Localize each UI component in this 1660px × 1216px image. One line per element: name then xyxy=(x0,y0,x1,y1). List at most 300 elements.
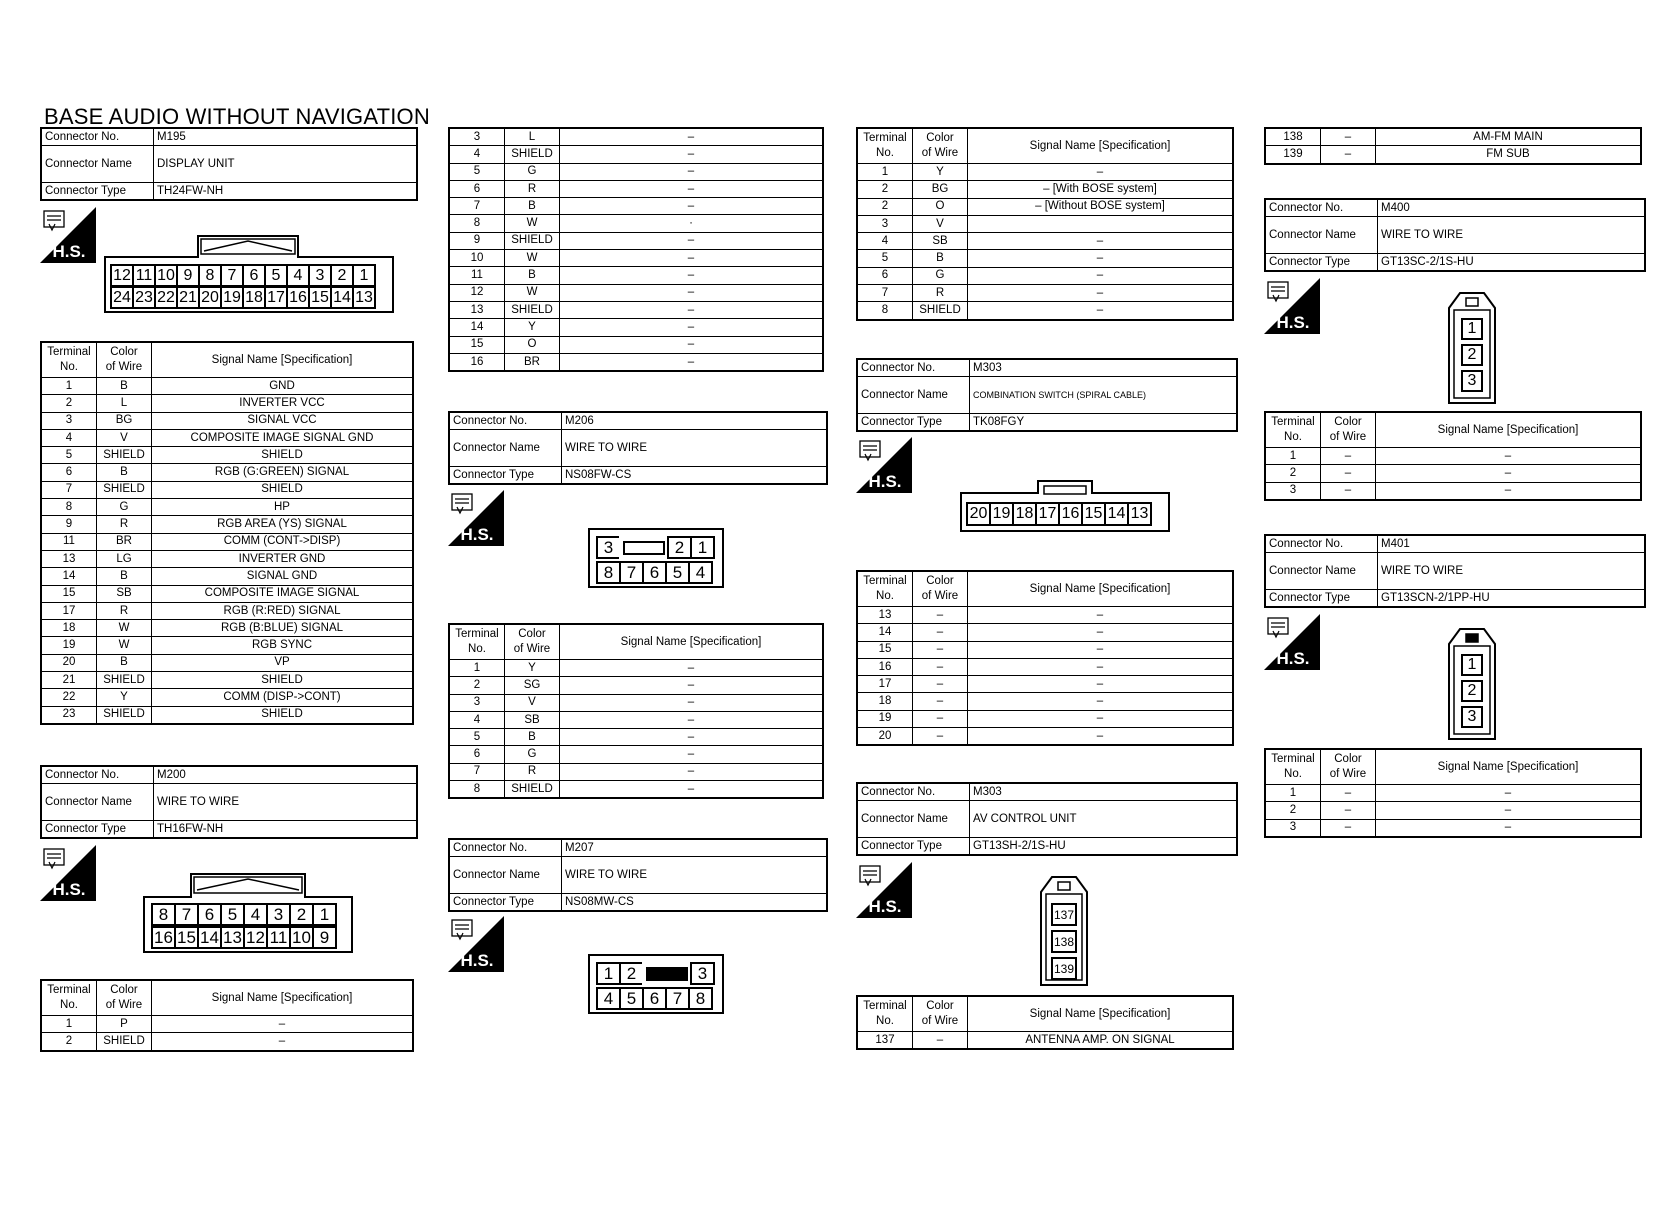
signal-cell: – xyxy=(152,1033,414,1051)
table-row xyxy=(41,533,413,550)
pin-cell: 7 xyxy=(619,561,644,584)
pin-cell: 2 xyxy=(1461,680,1483,702)
signal-cell: – xyxy=(152,1016,414,1033)
table-row xyxy=(449,198,823,215)
terminal-cell: 13 xyxy=(41,550,97,567)
connector-type-label: Connector Type xyxy=(42,821,154,837)
connector-type-value: NS08MW-CS xyxy=(565,896,634,908)
pin-cell: 12 xyxy=(243,926,268,949)
pin-cell: 6 xyxy=(642,987,667,1010)
hs-graphic xyxy=(448,490,504,546)
hs-label: H.S. xyxy=(1276,649,1310,668)
signal-cell: – xyxy=(968,728,1234,746)
pin-cell: 3 xyxy=(1461,370,1483,392)
connector-type-value: TH24FW-NH xyxy=(157,185,224,197)
signal-cell: – xyxy=(1376,802,1642,819)
pin-cell: 9 xyxy=(176,264,200,287)
wire-color-cell: SHIELD xyxy=(505,232,560,249)
pin-cell: 20 xyxy=(198,286,222,309)
table-row xyxy=(1265,146,1641,164)
terminal-table-m207 xyxy=(856,127,1234,321)
signal-cell: RGB AREA (YS) SIGNAL xyxy=(152,516,414,533)
table-row xyxy=(41,602,413,619)
pin-cell: 8 xyxy=(151,903,176,926)
pin-cell: 5 xyxy=(264,264,288,287)
connector-name-label: Connector Name xyxy=(858,377,970,413)
pin-column xyxy=(1461,654,1483,728)
pin-row-top xyxy=(151,903,337,926)
terminal-cell: 7 xyxy=(449,763,505,780)
signal-cell: COMPOSITE IMAGE SIGNAL GND xyxy=(152,429,414,446)
table-row xyxy=(449,336,823,353)
hs-graphic xyxy=(1264,278,1320,334)
wire-color-cell: – xyxy=(1321,802,1376,819)
wire-color-cell: – xyxy=(1321,448,1376,465)
signal-cell: – xyxy=(560,746,824,763)
signal-cell: RGB (G:GREEN) SIGNAL xyxy=(152,464,414,481)
signal-cell: – xyxy=(968,233,1234,250)
pin-cell: 4 xyxy=(596,987,621,1010)
wire-color-cell: V xyxy=(913,215,968,232)
connector-type-label: Connector Type xyxy=(42,183,154,199)
wire-color-cell: – xyxy=(913,607,968,624)
signal-cell: INVERTER VCC xyxy=(152,395,414,412)
harness-side-icon xyxy=(448,490,504,546)
connector-no-value: M206 xyxy=(565,415,594,427)
signal-cell: – xyxy=(968,658,1234,675)
terminal-cell: 1 xyxy=(41,1016,97,1033)
color-header: Color of Wire xyxy=(1321,749,1376,785)
hs-label: H.S. xyxy=(1276,313,1310,332)
connector-no-label: Connector No. xyxy=(42,129,154,145)
wire-color-cell: R xyxy=(505,763,560,780)
pin-column xyxy=(1051,903,1077,980)
table-row xyxy=(449,284,823,301)
connector-diagram-m207 xyxy=(588,954,724,1014)
terminal-cell: 2 xyxy=(41,1033,97,1051)
wire-color-cell: – xyxy=(913,676,968,693)
signal-header: Signal Name [Specification] xyxy=(1376,412,1642,448)
hs-label: H.S. xyxy=(460,525,494,544)
table-row xyxy=(857,302,1233,320)
wire-color-cell: B xyxy=(505,729,560,746)
pin-cell: 10 xyxy=(289,926,314,949)
pin-cell: 12 xyxy=(110,264,134,287)
pin-cell: 16 xyxy=(151,926,176,949)
connector-type-value: NS08FW-CS xyxy=(565,469,632,481)
table-row xyxy=(41,568,413,585)
keyway-slot xyxy=(642,962,692,985)
harness-side-icon xyxy=(448,916,504,972)
table-row xyxy=(41,1033,413,1051)
wire-color-cell: SB xyxy=(97,585,152,602)
signal-header: Signal Name [Specification] xyxy=(152,342,414,378)
connector-no-value: M303 xyxy=(973,362,1002,374)
terminal-cell: 1 xyxy=(449,660,505,677)
signal-cell: ANTENNA AMP. ON SIGNAL xyxy=(968,1032,1234,1050)
hs-label: H.S. xyxy=(52,242,86,261)
signal-cell: – xyxy=(560,660,824,677)
connector-type-value: GT13SCN-2/1PP-HU xyxy=(1381,592,1490,604)
connector-no-value: M195 xyxy=(157,131,186,143)
pin-cell: 14 xyxy=(1104,502,1129,526)
connector-info-m401 xyxy=(1264,534,1646,608)
connector-type-label: Connector Type xyxy=(450,894,562,910)
signal-cell: – xyxy=(560,163,824,180)
connector-name-label: Connector Name xyxy=(450,857,562,893)
signal-cell: – xyxy=(560,284,824,301)
signal-cell: · xyxy=(560,215,824,232)
wire-color-cell: G xyxy=(97,499,152,516)
terminal-cell: 9 xyxy=(449,232,505,249)
table-row xyxy=(857,198,1233,215)
table-row xyxy=(449,660,823,677)
harness-side-icon xyxy=(40,845,96,901)
wire-color-cell: BR xyxy=(97,533,152,550)
wire-color-cell: – xyxy=(1321,819,1376,837)
wire-color-cell: W xyxy=(505,215,560,232)
wire-color-cell: BR xyxy=(505,353,560,371)
signal-cell: GND xyxy=(152,378,414,395)
wire-color-cell: BG xyxy=(913,181,968,198)
terminal-cell: 7 xyxy=(857,285,913,302)
signal-cell: – xyxy=(560,694,824,711)
table-row xyxy=(449,353,823,371)
connector-no-label: Connector No. xyxy=(450,413,562,429)
harness-side-icon xyxy=(1264,278,1320,334)
pin-cell: 13 xyxy=(1127,502,1152,526)
pin-row-bottom xyxy=(110,286,376,309)
terminal-cell: 15 xyxy=(41,585,97,602)
table-row xyxy=(41,620,413,637)
terminal-cell: 137 xyxy=(857,1032,913,1050)
wire-color-cell: SHIELD xyxy=(97,706,152,724)
connector-type-value: TK08FGY xyxy=(973,416,1025,428)
pin-cell: 2 xyxy=(1461,344,1483,366)
pin-cell: 1 xyxy=(352,264,376,287)
signal-cell: – xyxy=(968,676,1234,693)
table-row xyxy=(449,677,823,694)
signal-header: Signal Name [Specification] xyxy=(968,996,1234,1032)
terminal-cell: 6 xyxy=(857,267,913,284)
signal-cell: – xyxy=(968,250,1234,267)
table-row xyxy=(41,637,413,654)
signal-cell: – xyxy=(968,164,1234,181)
table-row xyxy=(1265,819,1641,837)
connector-name-value: WIRE TO WIRE xyxy=(1381,229,1463,241)
wire-color-cell: V xyxy=(505,694,560,711)
signal-cell: – xyxy=(560,781,824,799)
wire-color-cell: W xyxy=(505,284,560,301)
connector-type-value: GT13SC-2/1S-HU xyxy=(1381,256,1474,268)
table-row xyxy=(857,641,1233,658)
connector-name-value: WIRE TO WIRE xyxy=(157,796,239,808)
signal-cell: – xyxy=(968,710,1234,727)
signal-cell: – xyxy=(968,285,1234,302)
connector-type-value: TH16FW-NH xyxy=(157,823,224,835)
pin-cell: 3 xyxy=(596,536,621,559)
signal-cell: – xyxy=(560,763,824,780)
wire-color-cell: – xyxy=(1321,128,1376,146)
hs-graphic xyxy=(856,862,912,918)
wire-color-cell: B xyxy=(97,378,152,395)
table-row xyxy=(1265,785,1641,802)
wire-color-cell: SG xyxy=(505,677,560,694)
pin-cell: 16 xyxy=(286,286,310,309)
wire-color-cell: L xyxy=(97,395,152,412)
terminal-cell: 23 xyxy=(41,706,97,724)
signal-cell: – xyxy=(968,607,1234,624)
hs-label: H.S. xyxy=(868,897,902,916)
signal-cell: COMM (DISP->CONT) xyxy=(152,689,414,706)
signal-cell: SHIELD xyxy=(152,672,414,689)
signal-cell xyxy=(968,215,1234,232)
signal-cell: – xyxy=(560,711,824,728)
terminal-cell: 6 xyxy=(449,746,505,763)
terminal-cell: 11 xyxy=(41,533,97,550)
wire-color-cell: SHIELD xyxy=(505,301,560,318)
table-row xyxy=(1265,465,1641,482)
pin-cell: 6 xyxy=(642,561,667,584)
wire-color-cell: SHIELD xyxy=(913,302,968,320)
connector-no-label: Connector No. xyxy=(858,360,970,376)
hs-graphic xyxy=(40,845,96,901)
connector-info-m206 xyxy=(448,411,828,485)
hs-label: H.S. xyxy=(52,880,86,899)
signal-cell: – xyxy=(560,319,824,336)
connector-type-label: Connector Type xyxy=(1266,254,1378,270)
signal-cell: COMM (CONT->DISP) xyxy=(152,533,414,550)
signal-cell: SHIELD xyxy=(152,481,414,498)
table-row xyxy=(41,672,413,689)
pin-cell: 24 xyxy=(110,286,134,309)
terminal-cell: 16 xyxy=(857,658,913,675)
wire-color-cell: – xyxy=(1321,785,1376,802)
table-row xyxy=(41,378,413,395)
terminal-cell: 14 xyxy=(857,624,913,641)
wire-color-cell: – xyxy=(913,658,968,675)
pin-row-top xyxy=(596,962,715,985)
pin-row-bottom xyxy=(596,561,713,584)
pin-column xyxy=(1461,318,1483,392)
signal-cell: – xyxy=(1376,785,1642,802)
table-row xyxy=(449,163,823,180)
terminal-header: Terminal No. xyxy=(857,996,913,1032)
table-row xyxy=(41,654,413,671)
terminal-cell: 18 xyxy=(857,693,913,710)
connector-diagram-m195 xyxy=(104,235,394,313)
table-row xyxy=(1265,448,1641,465)
table-row xyxy=(41,706,413,724)
table-row xyxy=(41,412,413,429)
wire-color-cell: – xyxy=(913,1032,968,1050)
table-row xyxy=(449,128,823,146)
wire-color-cell: G xyxy=(913,267,968,284)
table-row xyxy=(857,710,1233,727)
connector-no-label: Connector No. xyxy=(858,784,970,800)
signal-cell: – xyxy=(1376,482,1642,500)
connector-name-label: Connector Name xyxy=(1266,217,1378,253)
signal-cell: – xyxy=(1376,448,1642,465)
connector-no-value: M400 xyxy=(1381,202,1410,214)
wire-color-cell: O xyxy=(505,336,560,353)
terminal-cell: 9 xyxy=(41,516,97,533)
wire-color-cell: SHIELD xyxy=(97,672,152,689)
pin-cell: 3 xyxy=(690,962,715,985)
connector-diagram-m400 xyxy=(1448,292,1496,404)
connector-name-label: Connector Name xyxy=(450,430,562,466)
signal-header: Signal Name [Specification] xyxy=(560,624,824,660)
connector-info-m400 xyxy=(1264,198,1646,272)
pin-cell: 8 xyxy=(596,561,621,584)
terminal-cell: 16 xyxy=(449,353,505,371)
table-row xyxy=(449,180,823,197)
table-row xyxy=(449,215,823,232)
table-row xyxy=(41,585,413,602)
signal-cell: – xyxy=(560,267,824,284)
signal-cell: FM SUB xyxy=(1376,146,1642,164)
pin-cell: 2 xyxy=(289,903,314,926)
table-row xyxy=(41,481,413,498)
signal-cell: – [With BOSE system] xyxy=(968,181,1234,198)
signal-cell: – xyxy=(560,180,824,197)
signal-cell: AM-FM MAIN xyxy=(1376,128,1642,146)
signal-cell: – xyxy=(560,677,824,694)
connector-type-label: Connector Type xyxy=(858,414,970,430)
terminal-table-m303-av xyxy=(856,995,1234,1050)
signal-cell: SHIELD xyxy=(152,706,414,724)
terminal-header: Terminal No. xyxy=(41,980,97,1016)
pin-cell: 4 xyxy=(286,264,310,287)
connector-info-m207 xyxy=(448,838,828,912)
wire-color-cell: G xyxy=(505,163,560,180)
terminal-cell: 13 xyxy=(857,607,913,624)
terminal-cell: 4 xyxy=(449,711,505,728)
wire-color-cell: L xyxy=(505,128,560,146)
connector-name-value: WIRE TO WIRE xyxy=(1381,565,1463,577)
pin-cell: 10 xyxy=(154,264,178,287)
signal-cell: SHIELD xyxy=(152,447,414,464)
keyway-mark xyxy=(623,541,665,555)
connector-info-m303-av xyxy=(856,782,1238,856)
terminal-table-m401 xyxy=(1264,748,1642,838)
terminal-cell: 3 xyxy=(41,412,97,429)
terminal-cell: 1 xyxy=(41,378,97,395)
pin-cell: 11 xyxy=(132,264,156,287)
terminal-cell: 8 xyxy=(449,215,505,232)
pin-cell: 2 xyxy=(330,264,354,287)
wire-color-cell: Y xyxy=(505,660,560,677)
wire-color-cell: O xyxy=(913,198,968,215)
table-row xyxy=(449,711,823,728)
wire-color-cell: B xyxy=(913,250,968,267)
terminal-cell: 7 xyxy=(449,198,505,215)
table-row xyxy=(41,429,413,446)
terminal-cell: 3 xyxy=(1265,482,1321,500)
table-row xyxy=(449,694,823,711)
terminal-cell: 12 xyxy=(449,284,505,301)
terminal-cell: 8 xyxy=(449,781,505,799)
pin-cell: 6 xyxy=(242,264,266,287)
signal-cell: VP xyxy=(152,654,414,671)
keyway-slot xyxy=(619,536,669,559)
signal-cell: – xyxy=(968,624,1234,641)
wire-color-cell: R xyxy=(505,180,560,197)
signal-cell: RGB SYNC xyxy=(152,637,414,654)
harness-side-icon xyxy=(1264,614,1320,670)
table-row xyxy=(857,215,1233,232)
terminal-cell: 20 xyxy=(41,654,97,671)
pin-cell: 5 xyxy=(619,987,644,1010)
wire-color-cell: Y xyxy=(913,164,968,181)
signal-cell: – xyxy=(560,729,824,746)
harness-side-icon xyxy=(856,437,912,493)
pin-row xyxy=(966,502,1152,526)
table-row xyxy=(449,267,823,284)
table-row xyxy=(41,395,413,412)
pin-cell: 138 xyxy=(1051,930,1077,953)
terminal-cell: 15 xyxy=(857,641,913,658)
table-row xyxy=(41,1016,413,1033)
harness-side-icon xyxy=(856,862,912,918)
terminal-header: Terminal No. xyxy=(449,624,505,660)
terminal-header: Terminal No. xyxy=(1265,749,1321,785)
terminal-table-m200 xyxy=(40,979,414,1052)
hs-graphic xyxy=(1264,614,1320,670)
pin-cell: 1 xyxy=(312,903,337,926)
wire-color-cell: SHIELD xyxy=(505,781,560,799)
table-row xyxy=(857,285,1233,302)
connector-diagram-m200 xyxy=(143,873,353,953)
signal-cell: – xyxy=(1376,819,1642,837)
hs-graphic xyxy=(40,207,96,263)
pin-cell: 3 xyxy=(1461,706,1483,728)
table-row xyxy=(857,658,1233,675)
signal-header: Signal Name [Specification] xyxy=(968,128,1234,164)
signal-header: Signal Name [Specification] xyxy=(152,980,414,1016)
pin-cell: 1 xyxy=(690,536,715,559)
connector-name-label: Connector Name xyxy=(858,801,970,837)
page-title: BASE AUDIO WITHOUT NAVIGATION xyxy=(44,104,430,129)
pin-cell: 5 xyxy=(665,561,690,584)
wire-color-cell: SB xyxy=(913,233,968,250)
terminal-header: Terminal No. xyxy=(1265,412,1321,448)
terminal-cell: 4 xyxy=(857,233,913,250)
table-row xyxy=(41,447,413,464)
connector-diagram-m303-av xyxy=(1040,876,1088,986)
signal-cell: – xyxy=(560,198,824,215)
wire-color-cell: LG xyxy=(97,550,152,567)
signal-cell: – xyxy=(968,267,1234,284)
signal-cell: – xyxy=(560,336,824,353)
signal-cell: SIGNAL VCC xyxy=(152,412,414,429)
table-row xyxy=(449,146,823,163)
color-header: Color of Wire xyxy=(97,342,152,378)
connector-name-value: AV CONTROL UNIT xyxy=(973,813,1077,825)
color-header: Color of Wire xyxy=(913,996,968,1032)
terminal-cell: 22 xyxy=(41,689,97,706)
table-row xyxy=(41,550,413,567)
terminal-cell: 14 xyxy=(449,319,505,336)
pin-cell: 11 xyxy=(266,926,291,949)
connector-name-label: Connector Name xyxy=(42,784,154,820)
table-row xyxy=(41,464,413,481)
wire-color-cell: BG xyxy=(97,412,152,429)
table-row xyxy=(449,250,823,267)
terminal-cell: 2 xyxy=(449,677,505,694)
connector-no-value: M207 xyxy=(565,842,594,854)
terminal-cell: 4 xyxy=(41,429,97,446)
